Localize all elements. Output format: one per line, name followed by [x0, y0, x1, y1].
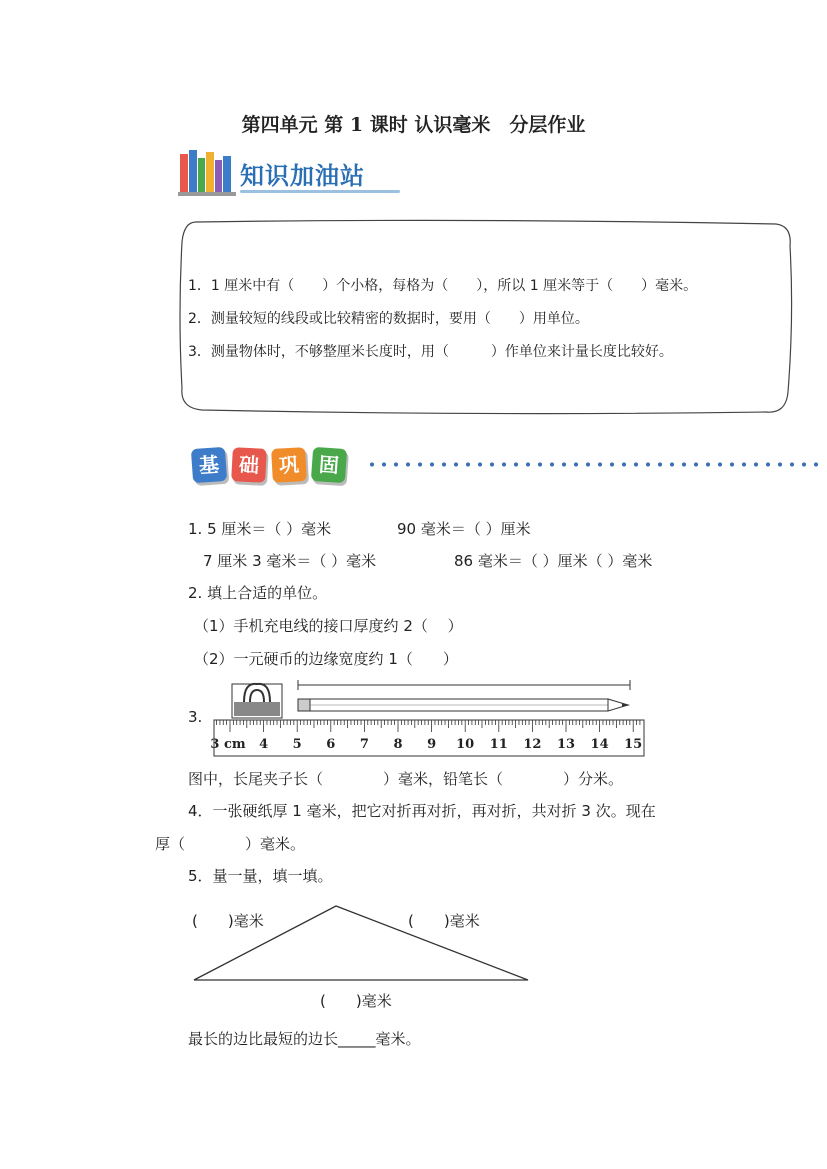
banner-underline [240, 190, 400, 193]
page-title: 第四单元 第 1 课时 认识毫米 分层作业 [241, 114, 586, 136]
ruler-label: 7 [359, 737, 369, 752]
q4-line2: 厚（ ）毫米。 [155, 835, 306, 853]
q2-title: 2. 填上合适的单位。 [188, 584, 328, 602]
basics-banner [186, 444, 826, 494]
ruler-label: 6 [326, 737, 336, 752]
ruler-label: 8 [393, 737, 403, 752]
binder-clip-icon [232, 684, 282, 718]
pencil-icon [298, 699, 630, 711]
q1-line2a: 7 厘米 3 毫米＝（ ）毫米 [203, 552, 377, 570]
q5-title: 5．量一量，填一填。 [188, 867, 333, 885]
ruler-label: 11 [489, 737, 508, 752]
banner-tile: 固 [311, 447, 347, 483]
ruler-figure [210, 678, 650, 760]
ruler-label: 9 [427, 737, 437, 752]
ruler-label: 5 [292, 737, 302, 752]
q1-line1b: 90 毫米＝（ ）厘米 [397, 520, 531, 538]
banner-tile: 础 [231, 447, 267, 483]
ruler-label: 13 [556, 737, 576, 752]
q1-line2b: 86 毫米＝（ ）厘米（ ）毫米 [454, 552, 653, 570]
ruler-label: 15 [624, 737, 643, 752]
triangle-right-label: ( )毫米 [408, 912, 480, 930]
ruler-label: 10 [456, 737, 475, 752]
triangle-bottom-label: ( )毫米 [320, 992, 392, 1010]
ruler-label: 4 [259, 737, 269, 752]
triangle-left-label: ( )毫米 [192, 912, 264, 930]
knowledge-item: 2．测量较短的线段或比较精密的数据时，要用（ ）用单位。 [188, 311, 589, 327]
q4-line1: 4．一张硬纸厚 1 毫米，把它对折再对折，再对折，共对折 3 次。现在 [188, 802, 656, 820]
ruler-label: 12 [523, 737, 542, 752]
books-icon [178, 150, 238, 198]
ruler-label: 3 cm [210, 737, 246, 752]
q1-line1a: 1. 5 厘米＝（ ）毫米 [188, 520, 332, 538]
ruler-label: 14 [590, 737, 609, 752]
q5-tail: 最长的边比最短的边长_____毫米。 [188, 1030, 421, 1048]
q3-number: 3. [188, 708, 203, 726]
knowledge-banner [178, 150, 408, 198]
knowledge-item: 1．1 厘米中有（ ）个小格，每格为（ ），所以 1 厘米等于（ ）毫米。 [188, 278, 698, 294]
banner-tile: 巩 [271, 447, 307, 483]
knowledge-item: 3．测量物体时，不够整厘米长度时，用（ ）作单位来计量长度比较好。 [188, 344, 673, 360]
banner-tile: 基 [191, 447, 227, 483]
dotted-divider [366, 462, 821, 467]
knowledge-banner-text: 知识加油站 [240, 162, 365, 190]
q3-text: 图中，长尾夹子长（ ）毫米，铅笔长（ ）分米。 [188, 770, 624, 788]
q2-item: （1）手机充电线的接口厚度约 2（ ） [194, 617, 463, 635]
q2-item: （2）一元硬币的边缘宽度约 1（ ） [194, 650, 458, 668]
